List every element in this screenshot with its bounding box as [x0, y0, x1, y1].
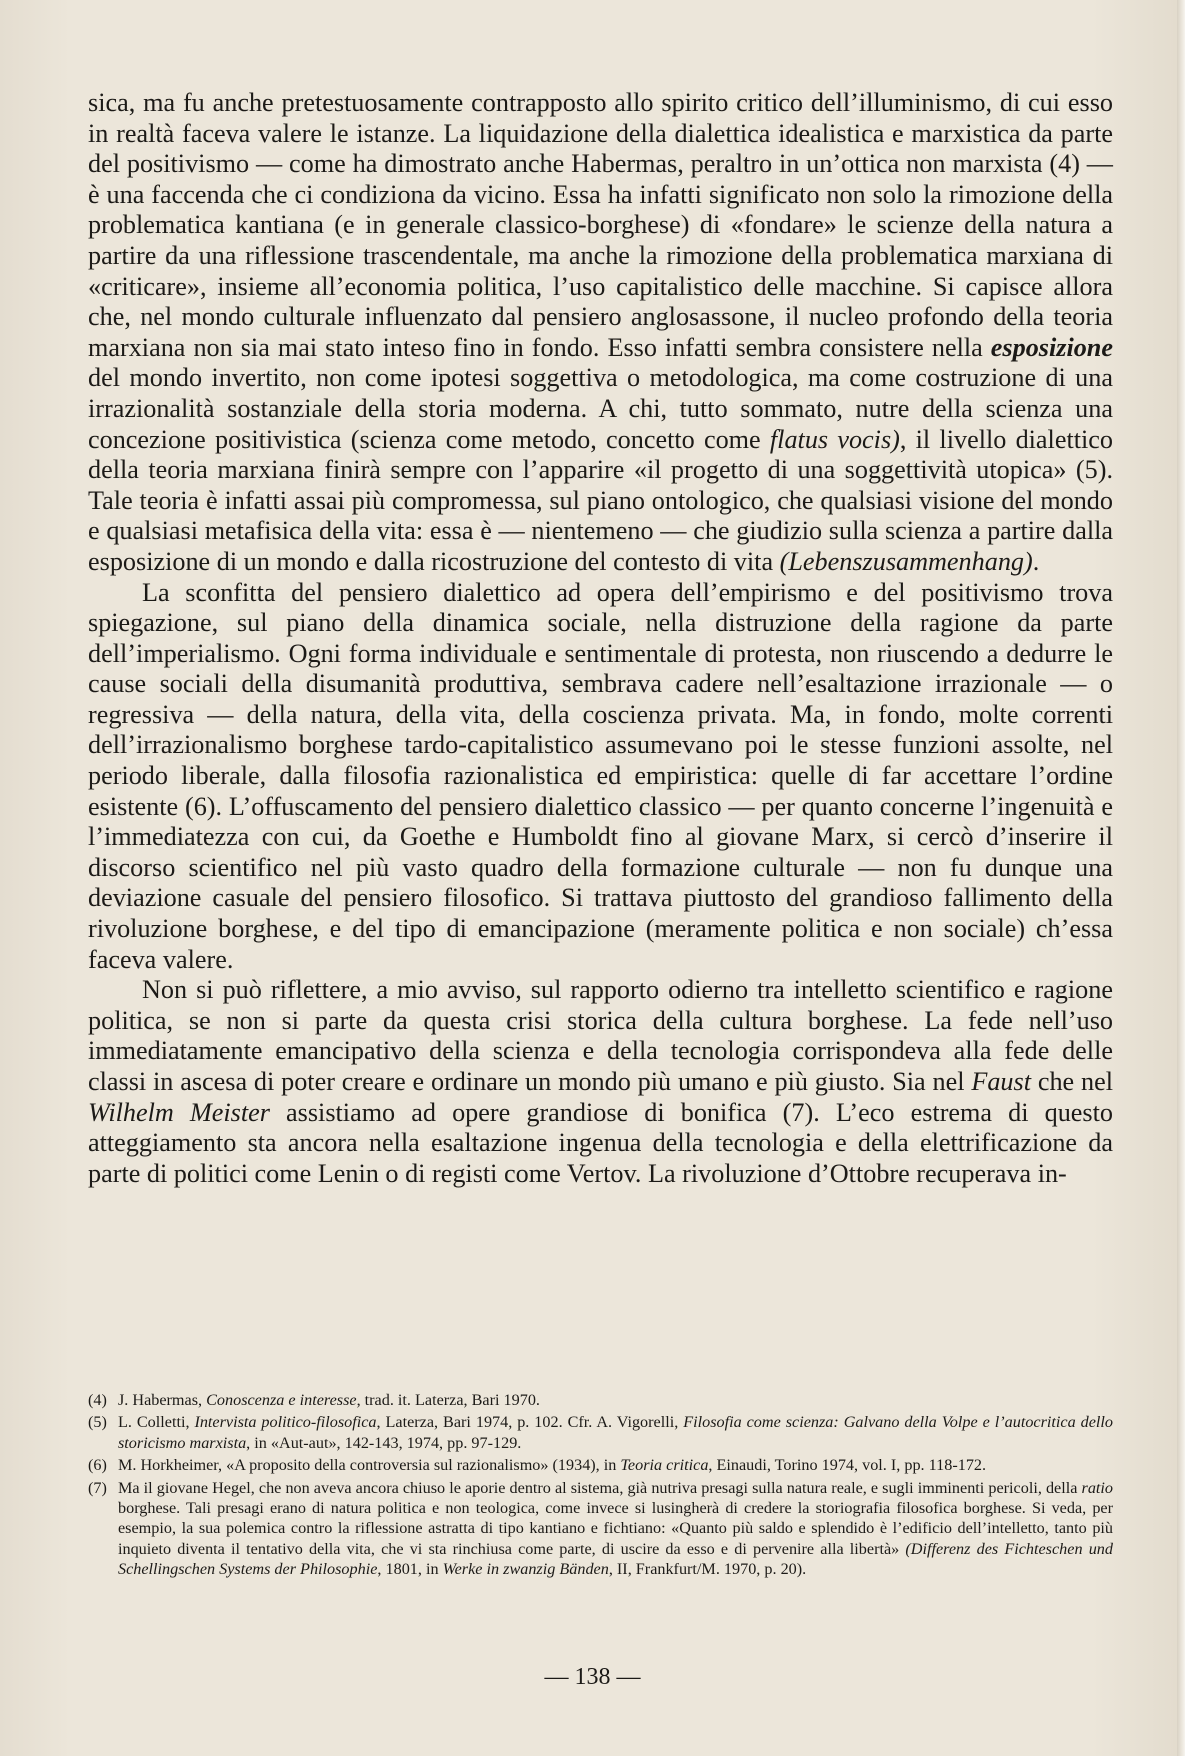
footnote-number: (6): [88, 1456, 107, 1475]
footnote-6: [88, 1455, 1113, 1475]
text-run: del mondo invertito, non come ipotesi soggettiva o metodologica, ma come costruzione di una irrazionalità sostanziale della storia moderna. A chi, tutto sommato, nutre della scienza una concezione positivistica (scienza come metodo, concetto come: [88, 363, 1113, 454]
footnotes: [88, 1390, 1113, 1582]
footnote-text: J. Habermas, Conoscenza e interesse, trad. it. Laterza, Bari 1970.: [118, 1391, 540, 1409]
text-run: Non si può riflettere, a mio avviso, sul rapporto odierno tra intelletto scientifico e ragione politica, se non si parte da questa crisi storica della cultura borghese. La fede nell’uso immediatamente emancipativo della scienza e della tecnologia corrispondeva alla fede delle classi in ascesa di poter creare e ordinare un mondo più umano e più giusto. Sia nel: [88, 975, 1113, 1096]
emphasis-flatus-vocis: flatus vocis): [769, 424, 900, 454]
text-run: sica, ma fu anche pretestuosamente contrapposto allo spirito critico dell’illuminismo, di cui esso in realtà faceva valere le istanze. La liquidazione della dialettica idealistica e marxistica da parte del positivismo — come ha dimostrato anche Habermas, peraltro in un’ottica non marxista (4) — è una faccenda che ci condiziona da vicino. Essa ha infatti significato non solo la rimozione della problematica kantiana (e in generale classico-borghese) di «fondare» le scienze della natura a partire da una riflessione trascendentale, ma anche la rimozione della problematica marxiana di «criticare», insieme all’economia politica, l’uso capitalistico delle macchine. Si capisce allora che, nel mondo culturale influenzato dal pensiero anglosassone, il nucleo profondo della teoria marxiana non sia mai stato inteso fino in fondo. Esso infatti sembra consistere nella: [88, 88, 1113, 362]
footnote-number: (5): [88, 1413, 107, 1432]
footnote-text: Ma il giovane Hegel, che non aveva ancora chiuso le aporie dentro al sistema, già nutriva presagi sulla natura reale, e sugli imminenti pericoli, della ratio borghese. Tali presagi erano di natura politica e non teologica, come invece si lusingherà di credere la storiografia filosofica borghese. Si veda, per esempio, la sua polemica contro la riflessione astratta di tipo kantiano e fichtiano: «Quanto più saldo e splendido è l’edificio dell’intelletto, tanto più inquieto diventa il tentativo della vita, che vi sta rinchiusa come parte, di uscire da esso e di pervenire alla libertà» (Differenz des Fichteschen und Schellingschen Systems der Philosophie, 1801, in Werke in zwanzig Bänden, II, Frankfurt/M. 1970, p. 20).: [118, 1478, 1113, 1579]
footnote-text: L. Colletti, Intervista politico-filosofica, Laterza, Bari 1974, p. 102. Cfr. A. Vigorelli, Filosofia come scienza: Galvano della Volpe e l’autocritica dello storicismo marxista, in «Aut-aut», 142-143, 1974, pp. 97-129.: [118, 1413, 1113, 1452]
text-run: che nel: [1031, 1067, 1113, 1096]
emphasis-faust: Faust: [971, 1067, 1031, 1096]
paragraph-1: [88, 88, 1113, 578]
main-text: [88, 88, 1113, 1189]
emphasis-lebenszusammenhang: (Lebenszusammenhang): [779, 546, 1033, 576]
footnote-number: (7): [88, 1478, 107, 1497]
footnote-number: (4): [88, 1391, 107, 1409]
page-edge-shadow: [1177, 0, 1185, 1756]
footnote-5: [88, 1412, 1113, 1453]
text-run: , il livello dialettico della teoria marxiana finirà sempre con l’apparire «il progetto di una soggettività utopica» (5). Tale teoria è infatti assai più compromessa, sul piano ontologico, che qualsiasi visione del mondo e qualsiasi metafisica della vita: essa è — nientemeno — che giudizio sulla scienza a partire dalla esposizione di un mondo e dalla ricostruzione del contesto di vita: [88, 424, 1114, 576]
paragraph-3: [88, 975, 1113, 1189]
page-number: — 138 —: [544, 1664, 641, 1690]
footnote-7: [88, 1478, 1113, 1580]
paragraph-2: La sconfitta del pensiero dialettico ad opera dell’empirismo e del positivismo trova spiegazione, sul piano della dinamica sociale, nella distruzione della ragione da parte dell’imperialismo. Ogni forma individuale e sentimentale di protesta, non riuscendo a dedurre le cause sociali della disumanità produttiva, sembrava cadere nell’esaltazione irrazionale — o regressiva — della natura, della vita, della coscienza privata. Ma, in fondo, molte correnti dell’irrazionalismo borghese tardo-capitalistico assumevano poi le stesse funzioni assolte, nel periodo liberale, dalla filosofia razionalistica ed empiristica: quelle di far accettare l’ordine esistente (6). L’offuscamento del pensiero dialettico classico — per quanto concerne l’ingenuità e l’immediatezza con cui, da Goethe e Humboldt fino al giovane Marx, si cercò d’inserire il discorso scientifico nel più vasto quadro della formazione culturale — non fu dunque una deviazione casuale del pensiero filosofico. Si trattava piuttosto del grandioso fallimento della rivoluzione borghese, e del tipo di emancipazione (meramente politica e non sociale) ch’essa faceva valere.: [88, 577, 1113, 974]
footnote-4: [88, 1390, 1113, 1410]
emphasis-wilhelm-meister: Wilhelm Meister: [88, 1097, 270, 1127]
emphasis-esposizione: esposizione: [990, 332, 1113, 362]
text-run: assistiamo ad opere grandiose di bonifica (7). L’eco estrema di questo atteggiamento sta ancora nella esaltazione ingenua della tecnologia e della elettrificazione da parte di politici come Lenin o di registi come Vertov. La rivoluzione d’Ottobre recuperava in-: [88, 1097, 1113, 1188]
footnote-text: M. Horkheimer, «A proposito della controversia sul razionalismo» (1934), in Teoria critica, Einaudi, Torino 1974, vol. I, pp. 118-172.: [118, 1456, 987, 1475]
text-run: .: [1032, 546, 1040, 576]
